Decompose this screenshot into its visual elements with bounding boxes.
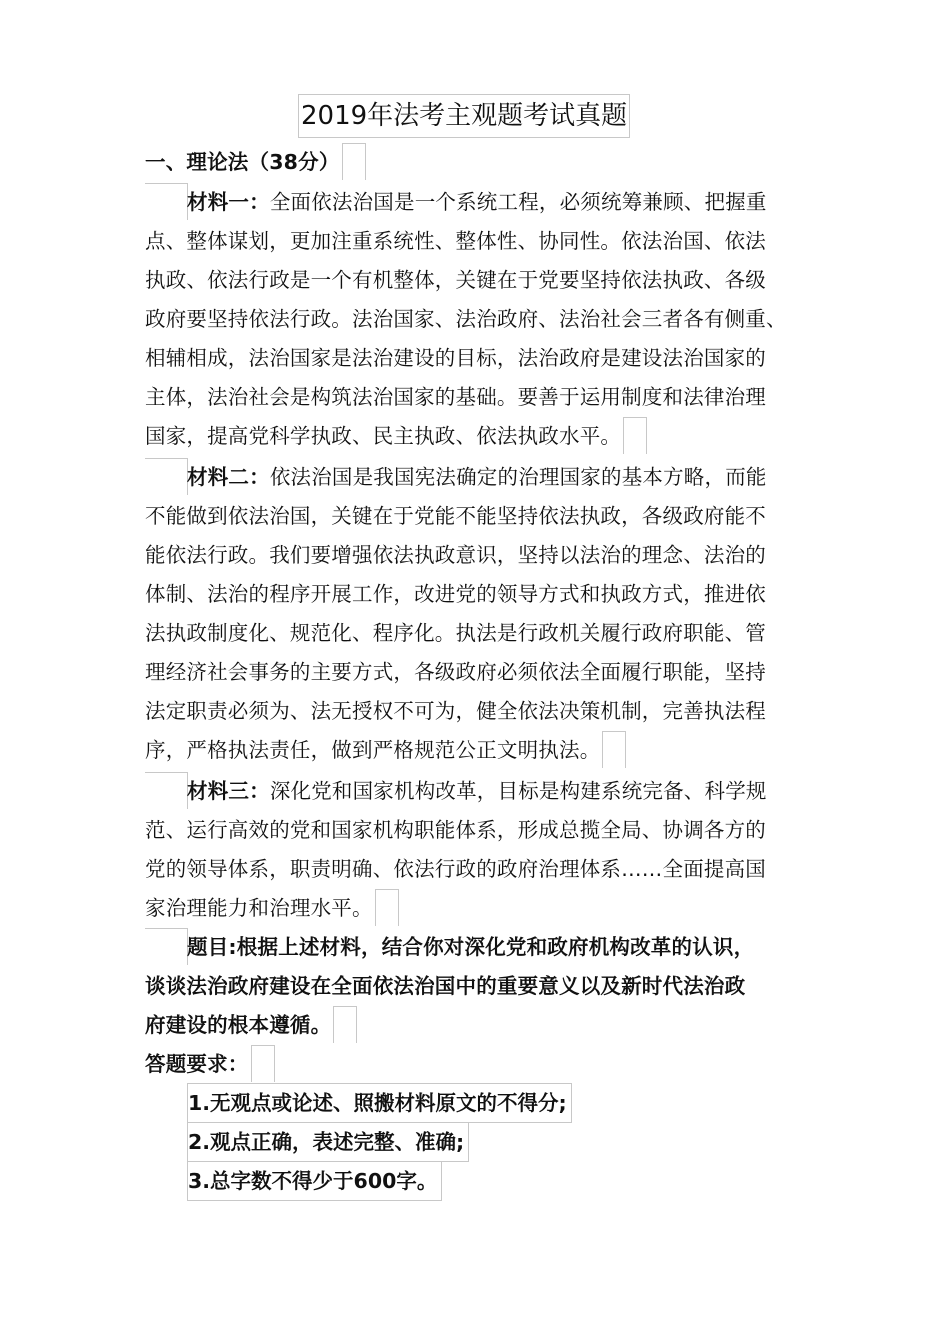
material-1-line-6: 主体，法治社会是构筑法治国家的基础。要善于运用制度和法律治理 bbox=[145, 385, 766, 409]
material-2-line-8 bbox=[145, 731, 626, 770]
indent-box bbox=[145, 772, 188, 809]
section-heading-text: 一、理论法（38分） bbox=[145, 150, 340, 174]
requirement-item-2: 2.观点正确，表述完整、准确; bbox=[187, 1122, 469, 1162]
material-1-text-end: 国家，提高党科学执政、民主执政、依法执政水平。 bbox=[145, 424, 622, 448]
material-1-line-4: 政府要坚持依法行政。法治国家、法治政府、法治社会三者各有侧重、 bbox=[145, 307, 787, 331]
text-box-marker bbox=[342, 143, 366, 180]
material-2-line-5: 法执政制度化、规范化、程序化。执法是行政机关履行政府职能、管 bbox=[145, 621, 766, 645]
material-3-line-4 bbox=[145, 889, 399, 928]
material-2-line-1 bbox=[187, 458, 767, 497]
requirements-heading-text: 答题要求： bbox=[145, 1052, 249, 1076]
material-2-label: 材料二： bbox=[187, 465, 270, 489]
indent-box bbox=[145, 458, 188, 495]
section-heading-theory-law bbox=[145, 143, 366, 182]
material-3-text-end: 家治理能力和治理水平。 bbox=[145, 896, 373, 920]
question-line-3 bbox=[145, 1006, 357, 1045]
material-2-text: 依法治国是我国宪法确定的治理国家的基本方略，而能 bbox=[269, 465, 767, 489]
text-box-marker bbox=[623, 417, 647, 454]
material-2-line-2: 不能做到依法治国，关键在于党能不能坚持依法执政，各级政府能不 bbox=[145, 504, 766, 528]
material-3-text: 深化党和国家机构改革，目标是构建系统完备、科学规 bbox=[269, 779, 767, 803]
material-2-line-4: 体制、法治的程序开展工作，改进党的领导方式和执政方式，推进依 bbox=[145, 582, 766, 606]
requirement-item-3: 3.总字数不得少于600字。 bbox=[187, 1161, 442, 1201]
page-title: 2019年法考主观题考试真题 bbox=[298, 94, 630, 138]
material-1-label: 材料一： bbox=[187, 190, 270, 214]
text-box-marker bbox=[375, 889, 399, 926]
material-3-line-2: 范、运行高效的党和国家机构职能体系，形成总揽全局、协调各方的 bbox=[145, 818, 766, 842]
material-1-text: 全面依法治国是一个系统工程，必须统筹兼顾、把握重 bbox=[269, 190, 767, 214]
material-1-line-3: 执政、依法行政是一个有机整体，关键在于党要坚持依法执政、各级 bbox=[145, 268, 766, 292]
text-box-marker bbox=[251, 1045, 275, 1082]
question-text-end: 府建设的根本遵循。 bbox=[145, 1013, 332, 1037]
indent-box bbox=[145, 183, 188, 220]
text-box-marker bbox=[602, 731, 626, 768]
question-line-2: 谈谈法治政府建设在全面依法治国中的重要意义以及新时代法治政 bbox=[145, 974, 746, 998]
requirement-item-1: 1.无观点或论述、照搬材料原文的不得分; bbox=[187, 1083, 572, 1123]
question-line-1: 题目:根据上述材料，结合你对深化党和政府机构改革的认识， bbox=[187, 935, 755, 959]
material-1-line-2: 点、整体谋划，更加注重系统性、整体性、协同性。依法治国、依法 bbox=[145, 229, 766, 253]
material-2-text-end: 序，严格执法责任，做到严格规范公正文明执法。 bbox=[145, 738, 601, 762]
material-2-line-3: 能依法行政。我们要增强依法执政意识，坚持以法治的理念、法治的 bbox=[145, 543, 766, 567]
material-3-line-3: 党的领导体系，职责明确、依法行政的政府治理体系……全面提高国 bbox=[145, 857, 766, 881]
material-1-line-1 bbox=[187, 183, 767, 222]
material-2-line-7: 法定职责必须为、法无授权不可为，健全依法决策机制，完善执法程 bbox=[145, 699, 766, 723]
text-box-marker bbox=[333, 1006, 357, 1043]
material-3-label: 材料三： bbox=[187, 779, 270, 803]
material-1-line-7 bbox=[145, 417, 647, 456]
indent-box bbox=[145, 928, 188, 965]
material-1-line-5: 相辅相成，法治国家是法治建设的目标，法治政府是建设法治国家的 bbox=[145, 346, 766, 370]
material-3-line-1 bbox=[187, 772, 767, 811]
requirements-heading bbox=[145, 1045, 275, 1084]
material-2-line-6: 理经济社会事务的主要方式，各级政府必须依法全面履行职能，坚持 bbox=[145, 660, 766, 684]
